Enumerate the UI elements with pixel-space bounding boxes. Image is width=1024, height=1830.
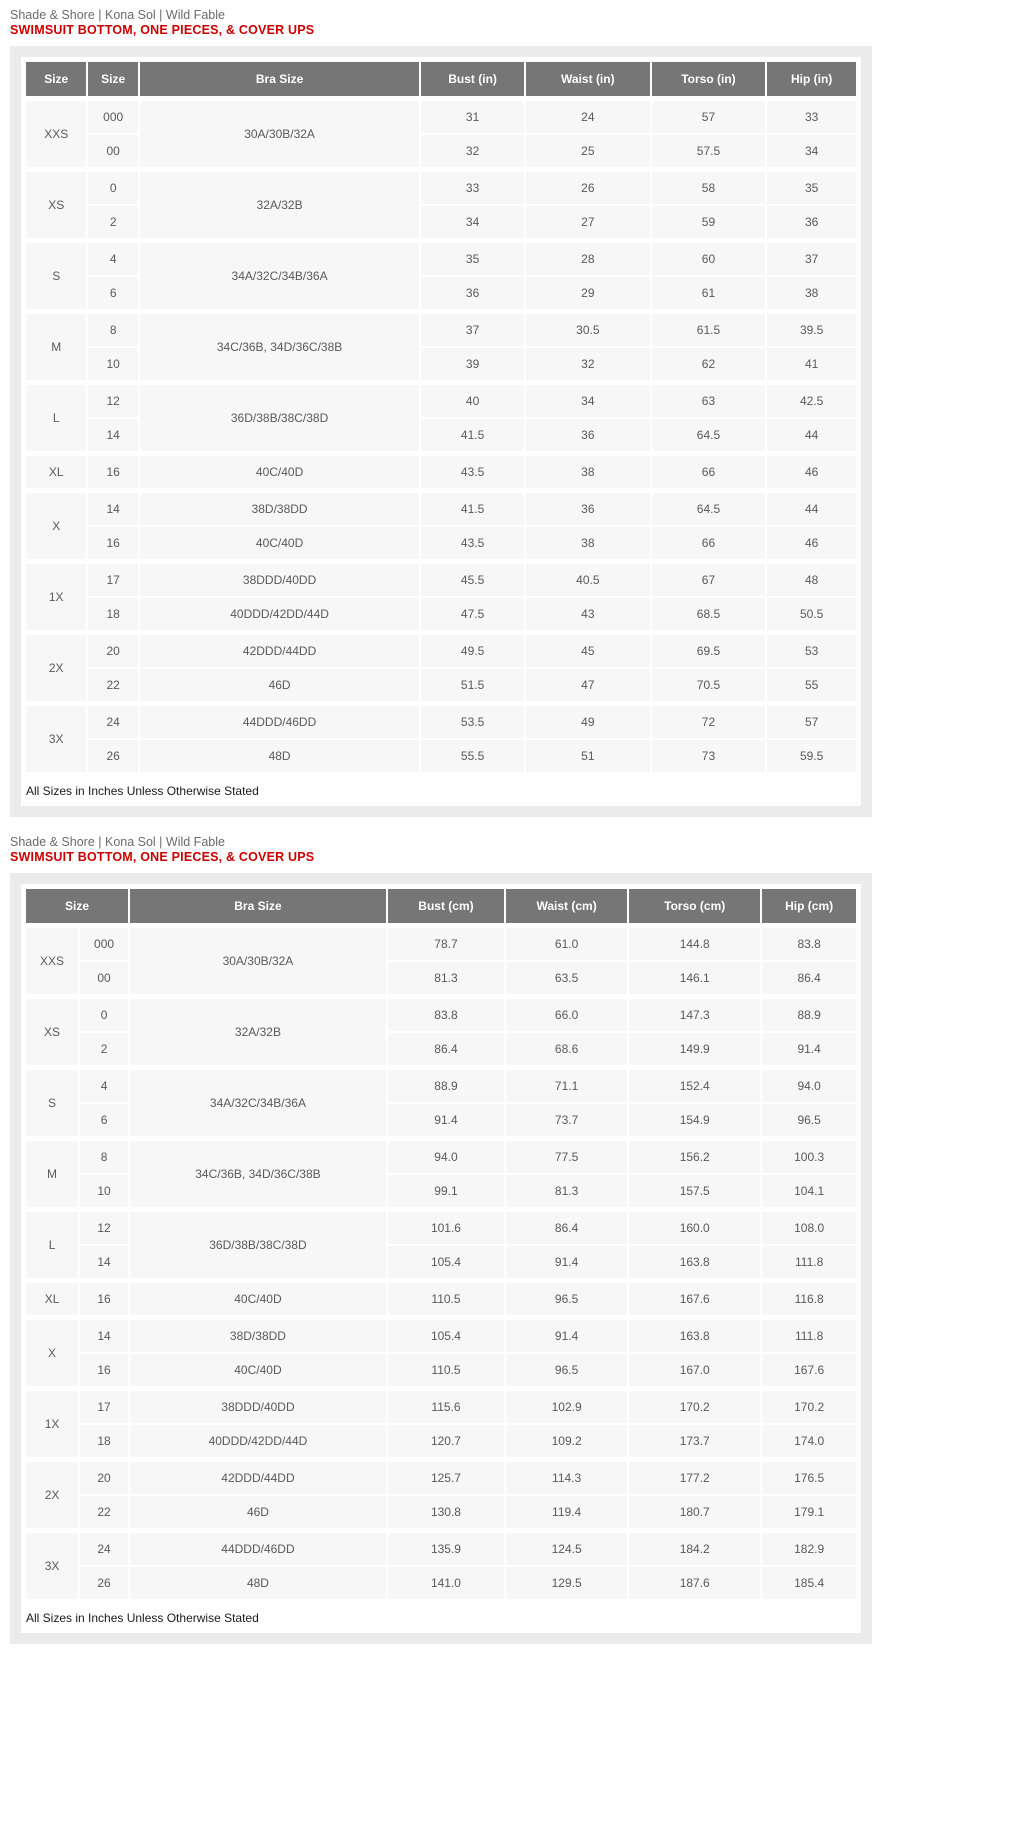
size-number-cell: 22 bbox=[87, 668, 139, 704]
size-number-cell: 6 bbox=[79, 1103, 129, 1139]
size-number-cell: 8 bbox=[87, 312, 139, 348]
size-number-cell: 16 bbox=[87, 454, 139, 491]
measurement-cell: 91.4 bbox=[387, 1103, 505, 1139]
measurement-cell: 180.7 bbox=[628, 1495, 761, 1531]
column-header: Bra Size bbox=[139, 61, 420, 99]
size-group-cell: 1X bbox=[25, 562, 87, 633]
size-group-cell: M bbox=[25, 1139, 79, 1210]
column-header: Bust (cm) bbox=[387, 888, 505, 926]
measurement-cell: 167.6 bbox=[628, 1281, 761, 1318]
measurement-cell: 64.5 bbox=[651, 418, 767, 454]
size-number-cell: 14 bbox=[79, 1245, 129, 1281]
size-number-cell: 18 bbox=[87, 597, 139, 633]
measurement-cell: 110.5 bbox=[387, 1353, 505, 1389]
bra-size-cell: 38DDD/40DD bbox=[129, 1389, 387, 1425]
bra-size-cell: 34A/32C/34B/36A bbox=[129, 1068, 387, 1139]
size-group-cell: XS bbox=[25, 997, 79, 1068]
measurement-cell: 96.5 bbox=[761, 1103, 857, 1139]
measurement-cell: 174.0 bbox=[761, 1424, 857, 1460]
measurement-cell: 116.8 bbox=[761, 1281, 857, 1318]
table-row bbox=[25, 1353, 857, 1389]
bra-size-cell: 48D bbox=[139, 739, 420, 773]
size-number-cell: 26 bbox=[79, 1566, 129, 1600]
measurement-cell: 187.6 bbox=[628, 1566, 761, 1600]
measurement-cell: 43 bbox=[525, 597, 651, 633]
column-header: Hip (in) bbox=[766, 61, 857, 99]
measurement-cell: 38 bbox=[525, 454, 651, 491]
measurement-cell: 49.5 bbox=[420, 633, 525, 669]
table-row bbox=[25, 1566, 857, 1600]
measurement-cell: 55.5 bbox=[420, 739, 525, 773]
measurement-cell: 110.5 bbox=[387, 1281, 505, 1318]
measurement-cell: 44 bbox=[766, 418, 857, 454]
measurement-cell: 49 bbox=[525, 704, 651, 740]
measurement-cell: 50.5 bbox=[766, 597, 857, 633]
measurement-cell: 120.7 bbox=[387, 1424, 505, 1460]
size-group-cell: XXS bbox=[25, 926, 79, 997]
bra-size-cell: 40C/40D bbox=[129, 1353, 387, 1389]
bra-size-cell: 36D/38B/38C/38D bbox=[139, 383, 420, 454]
size-number-cell: 24 bbox=[79, 1531, 129, 1567]
measurement-cell: 149.9 bbox=[628, 1032, 761, 1068]
footnote: All Sizes in Inches Unless Otherwise Stated bbox=[24, 774, 858, 806]
measurement-cell: 30.5 bbox=[525, 312, 651, 348]
measurement-cell: 42.5 bbox=[766, 383, 857, 419]
measurement-cell: 91.4 bbox=[761, 1032, 857, 1068]
table-row bbox=[25, 1460, 857, 1496]
measurement-cell: 33 bbox=[420, 170, 525, 206]
measurement-cell: 47.5 bbox=[420, 597, 525, 633]
table-row bbox=[25, 1139, 857, 1175]
measurement-cell: 152.4 bbox=[628, 1068, 761, 1104]
bra-size-cell: 40DDD/42DD/44D bbox=[139, 597, 420, 633]
size-number-cell: 00 bbox=[87, 134, 139, 170]
measurement-cell: 33 bbox=[766, 99, 857, 135]
measurement-cell: 176.5 bbox=[761, 1460, 857, 1496]
measurement-cell: 77.5 bbox=[505, 1139, 628, 1175]
table-row bbox=[25, 170, 857, 206]
bra-size-cell: 44DDD/46DD bbox=[139, 704, 420, 740]
measurement-cell: 40 bbox=[420, 383, 525, 419]
size-number-cell: 17 bbox=[79, 1389, 129, 1425]
size-number-cell: 18 bbox=[79, 1424, 129, 1460]
column-header: Torso (in) bbox=[651, 61, 767, 99]
size-group-cell: XL bbox=[25, 1281, 79, 1318]
table-row bbox=[25, 526, 857, 562]
size-group-cell: 2X bbox=[25, 633, 87, 704]
measurement-cell: 184.2 bbox=[628, 1531, 761, 1567]
table-header-row bbox=[25, 61, 857, 99]
bra-size-cell: 32A/32B bbox=[129, 997, 387, 1068]
measurement-cell: 108.0 bbox=[761, 1210, 857, 1246]
size-number-cell: 0 bbox=[87, 170, 139, 206]
table-row bbox=[25, 1531, 857, 1567]
measurement-cell: 170.2 bbox=[628, 1389, 761, 1425]
bra-size-cell: 38DDD/40DD bbox=[139, 562, 420, 598]
measurement-cell: 37 bbox=[766, 241, 857, 277]
measurement-cell: 41.5 bbox=[420, 491, 525, 527]
bra-size-cell: 38D/38DD bbox=[139, 491, 420, 527]
measurement-cell: 83.8 bbox=[761, 926, 857, 962]
measurement-cell: 72 bbox=[651, 704, 767, 740]
size-number-cell: 8 bbox=[79, 1139, 129, 1175]
measurement-cell: 24 bbox=[525, 99, 651, 135]
size-group-cell: S bbox=[25, 241, 87, 312]
measurement-cell: 115.6 bbox=[387, 1389, 505, 1425]
size-number-cell: 14 bbox=[87, 418, 139, 454]
table-header-row bbox=[25, 888, 857, 926]
measurement-cell: 124.5 bbox=[505, 1531, 628, 1567]
size-group-cell: X bbox=[25, 491, 87, 562]
measurement-cell: 66 bbox=[651, 526, 767, 562]
chart-panel bbox=[10, 46, 872, 817]
measurement-cell: 45 bbox=[525, 633, 651, 669]
size-number-cell: 12 bbox=[79, 1210, 129, 1246]
measurement-cell: 177.2 bbox=[628, 1460, 761, 1496]
measurement-cell: 163.8 bbox=[628, 1245, 761, 1281]
size-chart-table-inches bbox=[24, 60, 858, 774]
measurement-cell: 25 bbox=[525, 134, 651, 170]
size-number-cell: 17 bbox=[87, 562, 139, 598]
size-group-cell: 1X bbox=[25, 1389, 79, 1460]
size-number-cell: 22 bbox=[79, 1495, 129, 1531]
measurement-cell: 129.5 bbox=[505, 1566, 628, 1600]
size-number-cell: 6 bbox=[87, 276, 139, 312]
measurement-cell: 167.0 bbox=[628, 1353, 761, 1389]
bra-size-cell: 34C/36B, 34D/36C/38B bbox=[129, 1139, 387, 1210]
table-row bbox=[25, 1281, 857, 1318]
column-header: Waist (cm) bbox=[505, 888, 628, 926]
measurement-cell: 170.2 bbox=[761, 1389, 857, 1425]
bra-size-cell: 34C/36B, 34D/36C/38B bbox=[139, 312, 420, 383]
measurement-cell: 81.3 bbox=[505, 1174, 628, 1210]
measurement-cell: 38 bbox=[525, 526, 651, 562]
measurement-cell: 83.8 bbox=[387, 997, 505, 1033]
size-number-cell: 16 bbox=[79, 1353, 129, 1389]
size-group-cell: XXS bbox=[25, 99, 87, 170]
size-group-cell: M bbox=[25, 312, 87, 383]
measurement-cell: 130.8 bbox=[387, 1495, 505, 1531]
bra-size-cell: 42DDD/44DD bbox=[129, 1460, 387, 1496]
measurement-cell: 46 bbox=[766, 526, 857, 562]
measurement-cell: 43.5 bbox=[420, 454, 525, 491]
size-group-cell: L bbox=[25, 1210, 79, 1281]
size-number-cell: 000 bbox=[87, 99, 139, 135]
bra-size-cell: 46D bbox=[139, 668, 420, 704]
measurement-cell: 135.9 bbox=[387, 1531, 505, 1567]
size-number-cell: 16 bbox=[79, 1281, 129, 1318]
measurement-cell: 147.3 bbox=[628, 997, 761, 1033]
measurement-cell: 70.5 bbox=[651, 668, 767, 704]
measurement-cell: 119.4 bbox=[505, 1495, 628, 1531]
measurement-cell: 29 bbox=[525, 276, 651, 312]
size-number-cell: 20 bbox=[87, 633, 139, 669]
measurement-cell: 102.9 bbox=[505, 1389, 628, 1425]
bra-size-cell: 40C/40D bbox=[129, 1281, 387, 1318]
measurement-cell: 91.4 bbox=[505, 1245, 628, 1281]
measurement-cell: 66.0 bbox=[505, 997, 628, 1033]
size-group-cell: 3X bbox=[25, 704, 87, 774]
measurement-cell: 55 bbox=[766, 668, 857, 704]
measurement-cell: 99.1 bbox=[387, 1174, 505, 1210]
size-number-cell: 00 bbox=[79, 961, 129, 997]
measurement-cell: 111.8 bbox=[761, 1245, 857, 1281]
bra-size-cell: 38D/38DD bbox=[129, 1318, 387, 1354]
size-number-cell: 24 bbox=[87, 704, 139, 740]
bra-size-cell: 36D/38B/38C/38D bbox=[129, 1210, 387, 1281]
measurement-cell: 105.4 bbox=[387, 1245, 505, 1281]
measurement-cell: 73.7 bbox=[505, 1103, 628, 1139]
column-header: Waist (in) bbox=[525, 61, 651, 99]
measurement-cell: 57 bbox=[651, 99, 767, 135]
measurement-cell: 88.9 bbox=[761, 997, 857, 1033]
size-number-cell: 2 bbox=[87, 205, 139, 241]
measurement-cell: 36 bbox=[525, 418, 651, 454]
size-group-cell: S bbox=[25, 1068, 79, 1139]
size-number-cell: 10 bbox=[79, 1174, 129, 1210]
measurement-cell: 36 bbox=[420, 276, 525, 312]
measurement-cell: 78.7 bbox=[387, 926, 505, 962]
measurement-cell: 53.5 bbox=[420, 704, 525, 740]
column-header: Hip (cm) bbox=[761, 888, 857, 926]
measurement-cell: 73 bbox=[651, 739, 767, 773]
measurement-cell: 109.2 bbox=[505, 1424, 628, 1460]
measurement-cell: 57 bbox=[766, 704, 857, 740]
measurement-cell: 157.5 bbox=[628, 1174, 761, 1210]
measurement-cell: 61.5 bbox=[651, 312, 767, 348]
measurement-cell: 182.9 bbox=[761, 1531, 857, 1567]
measurement-cell: 86.4 bbox=[387, 1032, 505, 1068]
measurement-cell: 185.4 bbox=[761, 1566, 857, 1600]
size-number-cell: 16 bbox=[87, 526, 139, 562]
measurement-cell: 34 bbox=[766, 134, 857, 170]
measurement-cell: 53 bbox=[766, 633, 857, 669]
measurement-cell: 173.7 bbox=[628, 1424, 761, 1460]
measurement-cell: 31 bbox=[420, 99, 525, 135]
measurement-cell: 46 bbox=[766, 454, 857, 491]
measurement-cell: 35 bbox=[420, 241, 525, 277]
measurement-cell: 51 bbox=[525, 739, 651, 773]
bra-size-cell: 42DDD/44DD bbox=[139, 633, 420, 669]
column-header: Size bbox=[25, 61, 87, 99]
measurement-cell: 35 bbox=[766, 170, 857, 206]
size-chart-section-inches bbox=[0, 6, 1024, 817]
brand-line: Shade & Shore | Kona Sol | Wild Fable bbox=[10, 8, 225, 22]
measurement-cell: 86.4 bbox=[505, 1210, 628, 1246]
measurement-cell: 144.8 bbox=[628, 926, 761, 962]
bra-size-cell: 32A/32B bbox=[139, 170, 420, 241]
column-header: Size bbox=[87, 61, 139, 99]
measurement-cell: 59.5 bbox=[766, 739, 857, 773]
size-group-cell: XL bbox=[25, 454, 87, 491]
measurement-cell: 28 bbox=[525, 241, 651, 277]
size-number-cell: 14 bbox=[79, 1318, 129, 1354]
measurement-cell: 39.5 bbox=[766, 312, 857, 348]
table-row bbox=[25, 1318, 857, 1354]
measurement-cell: 57.5 bbox=[651, 134, 767, 170]
measurement-cell: 51.5 bbox=[420, 668, 525, 704]
section-title: SWIMSUIT BOTTOM, ONE PIECES, & COVER UPS bbox=[10, 23, 315, 37]
measurement-cell: 27 bbox=[525, 205, 651, 241]
measurement-cell: 26 bbox=[525, 170, 651, 206]
footnote: All Sizes in Inches Unless Otherwise Stated bbox=[24, 1601, 858, 1633]
column-header: Torso (cm) bbox=[628, 888, 761, 926]
measurement-cell: 43.5 bbox=[420, 526, 525, 562]
measurement-cell: 146.1 bbox=[628, 961, 761, 997]
measurement-cell: 34 bbox=[420, 205, 525, 241]
size-group-cell: 3X bbox=[25, 1531, 79, 1601]
table-row bbox=[25, 1424, 857, 1460]
column-header: Bust (in) bbox=[420, 61, 525, 99]
measurement-cell: 63 bbox=[651, 383, 767, 419]
table-row bbox=[25, 739, 857, 773]
table-row bbox=[25, 454, 857, 491]
size-number-cell: 4 bbox=[79, 1068, 129, 1104]
measurement-cell: 91.4 bbox=[505, 1318, 628, 1354]
table-row bbox=[25, 312, 857, 348]
measurement-cell: 94.0 bbox=[387, 1139, 505, 1175]
section-title: SWIMSUIT BOTTOM, ONE PIECES, & COVER UPS bbox=[10, 850, 315, 864]
table-row bbox=[25, 491, 857, 527]
table-row bbox=[25, 241, 857, 277]
measurement-cell: 41.5 bbox=[420, 418, 525, 454]
chart-panel-inner bbox=[21, 57, 861, 806]
chart-panel-inner bbox=[21, 884, 861, 1633]
measurement-cell: 58 bbox=[651, 170, 767, 206]
measurement-cell: 60 bbox=[651, 241, 767, 277]
measurement-cell: 45.5 bbox=[420, 562, 525, 598]
measurement-cell: 114.3 bbox=[505, 1460, 628, 1496]
measurement-cell: 63.5 bbox=[505, 961, 628, 997]
table-row bbox=[25, 597, 857, 633]
measurement-cell: 125.7 bbox=[387, 1460, 505, 1496]
table-row bbox=[25, 704, 857, 740]
measurement-cell: 32 bbox=[420, 134, 525, 170]
measurement-cell: 44 bbox=[766, 491, 857, 527]
measurement-cell: 36 bbox=[766, 205, 857, 241]
measurement-cell: 36 bbox=[525, 491, 651, 527]
bra-size-cell: 48D bbox=[129, 1566, 387, 1600]
measurement-cell: 96.5 bbox=[505, 1281, 628, 1318]
size-chart-table-cm bbox=[24, 887, 858, 1601]
table-row bbox=[25, 633, 857, 669]
measurement-cell: 40.5 bbox=[525, 562, 651, 598]
table-row bbox=[25, 926, 857, 962]
measurement-cell: 179.1 bbox=[761, 1495, 857, 1531]
size-chart-section-cm bbox=[0, 833, 1024, 1644]
bra-size-cell: 40C/40D bbox=[139, 454, 420, 491]
size-group-cell: L bbox=[25, 383, 87, 454]
size-number-cell: 20 bbox=[79, 1460, 129, 1496]
measurement-cell: 111.8 bbox=[761, 1318, 857, 1354]
measurement-cell: 61.0 bbox=[505, 926, 628, 962]
size-number-cell: 26 bbox=[87, 739, 139, 773]
measurement-cell: 154.9 bbox=[628, 1103, 761, 1139]
column-header: Size bbox=[25, 888, 129, 926]
table-row bbox=[25, 1389, 857, 1425]
table-row bbox=[25, 99, 857, 135]
measurement-cell: 41 bbox=[766, 347, 857, 383]
measurement-cell: 39 bbox=[420, 347, 525, 383]
measurement-cell: 141.0 bbox=[387, 1566, 505, 1600]
measurement-cell: 86.4 bbox=[761, 961, 857, 997]
table-row bbox=[25, 668, 857, 704]
table-row bbox=[25, 1068, 857, 1104]
measurement-cell: 156.2 bbox=[628, 1139, 761, 1175]
measurement-cell: 96.5 bbox=[505, 1353, 628, 1389]
measurement-cell: 105.4 bbox=[387, 1318, 505, 1354]
measurement-cell: 64.5 bbox=[651, 491, 767, 527]
measurement-cell: 48 bbox=[766, 562, 857, 598]
table-row bbox=[25, 1210, 857, 1246]
bra-size-cell: 46D bbox=[129, 1495, 387, 1531]
measurement-cell: 62 bbox=[651, 347, 767, 383]
measurement-cell: 101.6 bbox=[387, 1210, 505, 1246]
measurement-cell: 66 bbox=[651, 454, 767, 491]
size-number-cell: 10 bbox=[87, 347, 139, 383]
measurement-cell: 88.9 bbox=[387, 1068, 505, 1104]
measurement-cell: 47 bbox=[525, 668, 651, 704]
measurement-cell: 34 bbox=[525, 383, 651, 419]
measurement-cell: 160.0 bbox=[628, 1210, 761, 1246]
measurement-cell: 32 bbox=[525, 347, 651, 383]
size-group-cell: 2X bbox=[25, 1460, 79, 1531]
table-row bbox=[25, 1495, 857, 1531]
bra-size-cell: 40DDD/42DD/44D bbox=[129, 1424, 387, 1460]
measurement-cell: 100.3 bbox=[761, 1139, 857, 1175]
measurement-cell: 163.8 bbox=[628, 1318, 761, 1354]
table-row bbox=[25, 383, 857, 419]
table-row bbox=[25, 997, 857, 1033]
measurement-cell: 37 bbox=[420, 312, 525, 348]
chart-panel bbox=[10, 873, 872, 1644]
measurement-cell: 38 bbox=[766, 276, 857, 312]
measurement-cell: 69.5 bbox=[651, 633, 767, 669]
size-number-cell: 0 bbox=[79, 997, 129, 1033]
measurement-cell: 68.5 bbox=[651, 597, 767, 633]
measurement-cell: 71.1 bbox=[505, 1068, 628, 1104]
bra-size-cell: 30A/30B/32A bbox=[129, 926, 387, 997]
size-number-cell: 000 bbox=[79, 926, 129, 962]
measurement-cell: 167.6 bbox=[761, 1353, 857, 1389]
size-number-cell: 12 bbox=[87, 383, 139, 419]
bra-size-cell: 44DDD/46DD bbox=[129, 1531, 387, 1567]
bra-size-cell: 40C/40D bbox=[139, 526, 420, 562]
measurement-cell: 67 bbox=[651, 562, 767, 598]
size-group-cell: XS bbox=[25, 170, 87, 241]
size-group-cell: X bbox=[25, 1318, 79, 1389]
measurement-cell: 59 bbox=[651, 205, 767, 241]
column-header: Bra Size bbox=[129, 888, 387, 926]
brand-line: Shade & Shore | Kona Sol | Wild Fable bbox=[10, 835, 225, 849]
size-number-cell: 2 bbox=[79, 1032, 129, 1068]
size-number-cell: 4 bbox=[87, 241, 139, 277]
measurement-cell: 94.0 bbox=[761, 1068, 857, 1104]
measurement-cell: 68.6 bbox=[505, 1032, 628, 1068]
size-number-cell: 14 bbox=[87, 491, 139, 527]
bra-size-cell: 30A/30B/32A bbox=[139, 99, 420, 170]
measurement-cell: 61 bbox=[651, 276, 767, 312]
measurement-cell: 81.3 bbox=[387, 961, 505, 997]
table-row bbox=[25, 562, 857, 598]
measurement-cell: 104.1 bbox=[761, 1174, 857, 1210]
bra-size-cell: 34A/32C/34B/36A bbox=[139, 241, 420, 312]
